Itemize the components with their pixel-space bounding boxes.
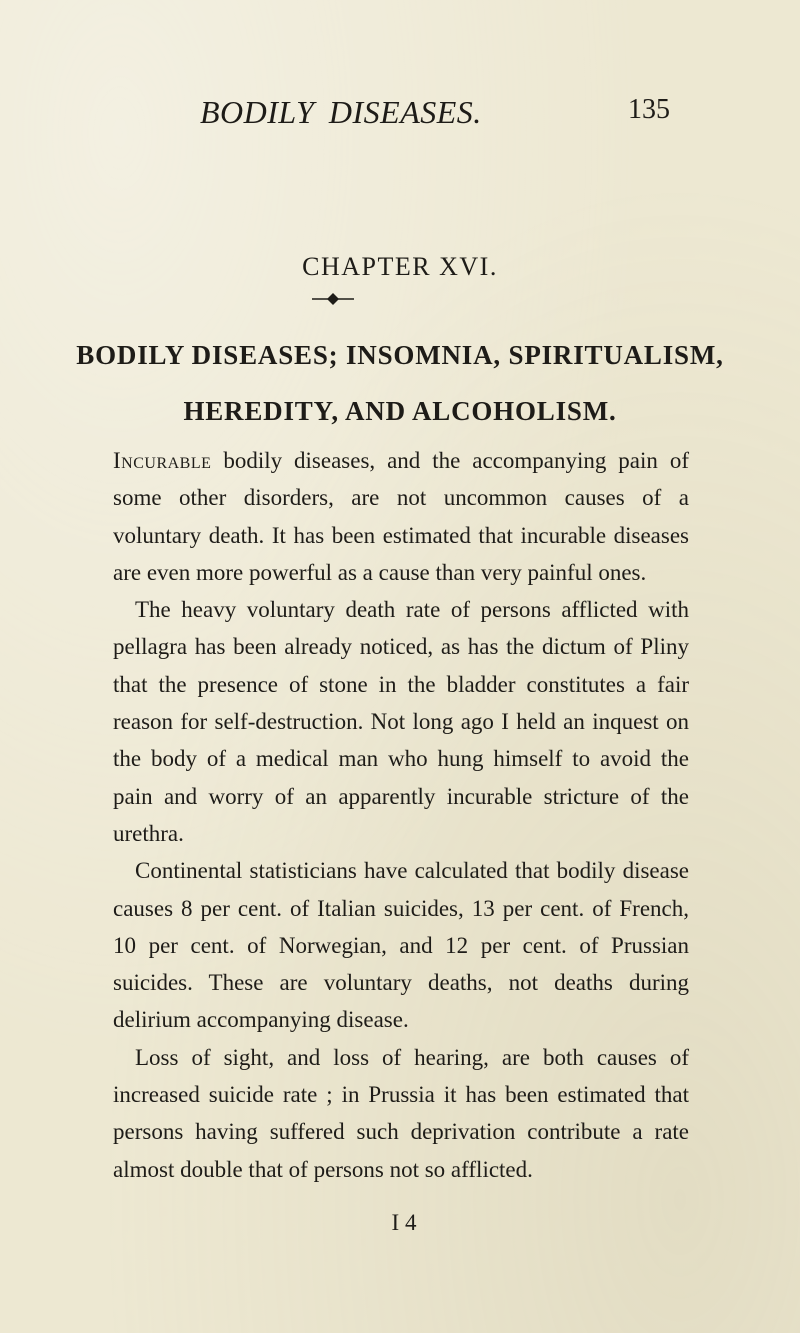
paragraph-3: Continental statisticians have calculated that bodily disease causes 8 per cent. of Italian suicides, 13 per cent. of French, 10 per cent. of Norwegian, and 12 per cent. of Prussian suicides. These are voluntary deaths, not deaths during delirium accompanying disease. (113, 858, 689, 1033)
paragraph-2: The heavy voluntary death rate of persons afflicted with pellagra has been already noticed, as has the dictum of Pliny that the presence of stone in the bladder constitutes a fair reason for self-destruction. Not long ago I held an inquest on the body of a medical man who hung himself to avoid the pain and worry of an apparently incurable stricture of the urethra. (113, 597, 689, 846)
paragraph-lead-word: Incurable (113, 448, 212, 473)
paragraph-1-text: bodily diseases, and the accompanying pain of some other disorders, are not uncommon causes of a voluntary death. It has been estimated that incurable diseases are even more powerful as a cause than very painful ones. (113, 448, 689, 585)
running-title: BODILY DISEASES. (200, 94, 482, 130)
running-head (0, 94, 800, 134)
diamond-rule-ornament (312, 292, 354, 306)
signature-mark: I 4 (391, 1210, 417, 1235)
page-number: 135 (628, 94, 670, 125)
chapter-title-line-1: BODILY DISEASES; INSOMNIA, SPIRITUALISM, (76, 340, 724, 370)
paragraph-4: Loss of sight, and loss of hearing, are both causes of increased suicide rate ; in Prussia it has been estimated that persons having suffered such deprivation contribute a rate almost double that of persons not so afflicted. (113, 1044, 689, 1182)
body-text (113, 442, 689, 1188)
chapter-title-line-2: HEREDITY, AND ALCOHOLISM. (183, 396, 617, 426)
chapter-label: CHAPTER XVI. (302, 252, 498, 281)
paragraph-1 (113, 442, 689, 591)
